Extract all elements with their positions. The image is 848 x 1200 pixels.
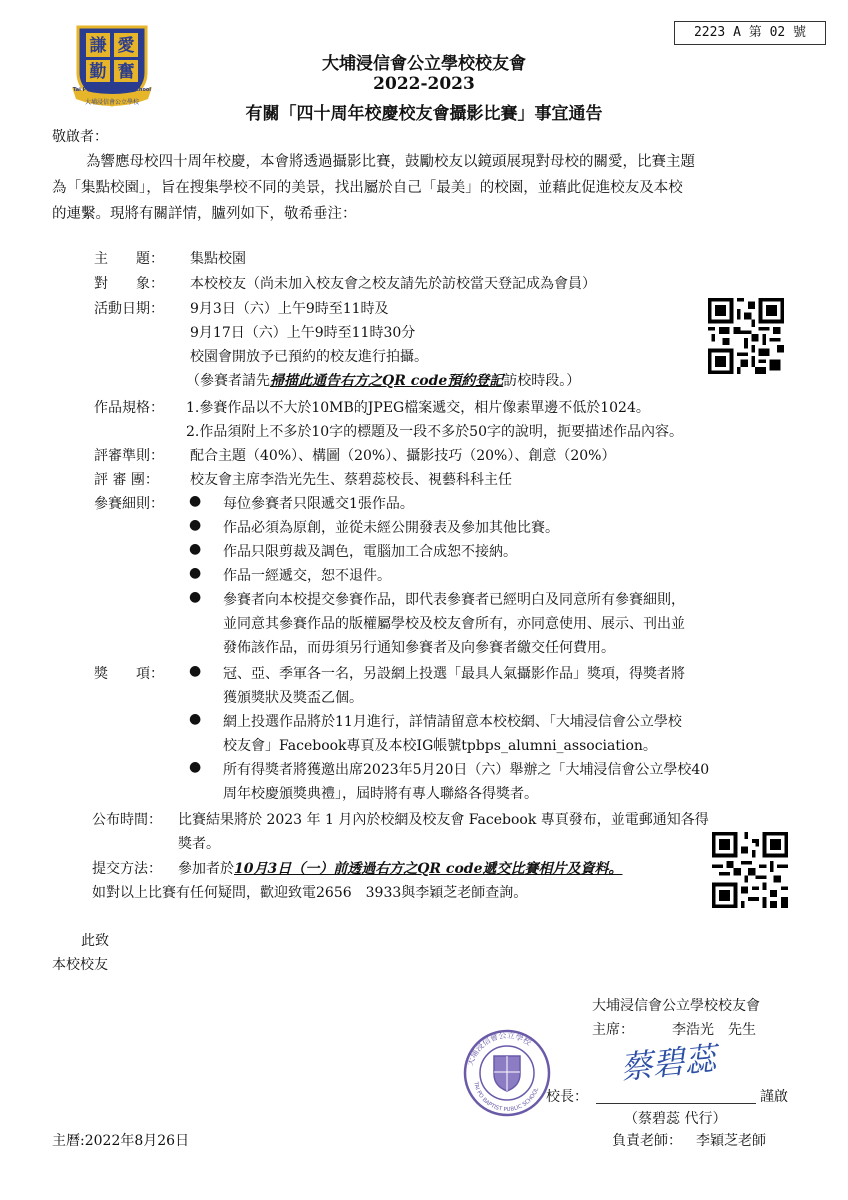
rules-label: 參賽細則： [94,496,164,512]
submit-label: 提交方法： [92,861,162,877]
target-label: 對 象： [94,276,164,292]
booking-qr-code[interactable] [708,298,784,374]
criteria-label: 評審準則： [94,448,164,464]
judges-label: 評 審 團： [94,472,159,488]
prize-1-line-2: 獲頒獎狀及獎盃乙個。 [223,690,363,706]
prize-label: 獎 項： [94,666,164,682]
booking-note-post: 訪校時段。） [503,373,581,389]
spec-line-1: 1.參賽作品以不大於10MB的JPEG檔案遞交，相片像素單邊不低於1024。 [186,400,650,416]
rule-bullet-5: ● [189,589,202,605]
principal-signature: 蔡碧蕊 [618,1039,718,1087]
prize-2-line-2: 校友會」Facebook專頁及本校IG帳號tpbps_alumni_association。 [223,738,657,754]
academic-year: 2022-2023 [373,74,475,94]
date-line-1: 9月3日（六）上午9時至11時及 [190,301,389,317]
signature-line [596,1103,756,1104]
teacher-label: 負責老師： [612,1133,682,1149]
rule-bullet-2: ● [189,517,202,533]
rule-3: 作品只限剪裁及調色，電腦加工合成恕不接納。 [223,544,517,560]
announce-label: 公布時間： [92,812,162,828]
theme-value: 集點校園 [190,251,246,267]
prize-2-line-1: 網上投選作品將於11月進行，詳情請留意本校校網、「大埔浸信會公立學校 [223,714,682,730]
reference-number: 2223 A 第 02 號 [674,21,826,45]
rule-5-line-2: 並同意其參賽作品的版權屬學校及校友會所有，亦同意使用、展示、刊出並 [223,616,685,632]
svg-text:大埔浸信會公立學校: 大埔浸信會公立學校 [84,99,140,106]
intro-line-3: 的連繫。現將有關詳情，臚列如下，敬希垂注： [52,206,357,222]
svg-text:大埔浸信會公立學校: 大埔浸信會公立學校 [465,1030,533,1068]
announce-line-2: 獎者。 [178,836,220,852]
spec-label: 作品規格： [94,400,164,416]
deputy-note: （蔡碧蕊 代行） [624,1111,727,1127]
respect-text: 謹啟 [760,1089,788,1105]
submission-qr-code[interactable] [712,832,788,908]
booking-note-emphasis: 掃描此通告右方之QR code預約登記 [270,373,504,389]
svg-text:TAI PO BAPTIST PUBLIC SCHOOL: TAI PO BAPTIST PUBLIC SCHOOL [472,1081,541,1114]
signature-org: 大埔浸信會公立學校校友會 [592,998,760,1014]
intro-line-2: 為「集點校園」，旨在搜集學校不同的美景，找出屬於自己「最美」的校園，並藉此促進校友及本校 [52,180,683,196]
rule-1: 每位參賽者只限遞交1張作品。 [223,496,414,512]
notice-title: 有關「四十周年校慶校友會攝影比賽」事宜通告 [245,104,603,124]
announce-line-1: 比賽結果將於 2023 年 1 月內於校網及校友會 Facebook 專頁發布，並電郵通知各得 [178,812,709,828]
rule-bullet-4: ● [189,565,202,581]
chair-label: 主席： [592,1022,634,1038]
dates-label: 活動日期： [94,301,164,317]
spec-line-2: 2.作品須附上不多於10字的標題及一段不多於50字的說明，扼要描述作品內容。 [186,424,683,440]
svg-text:愛: 愛 [117,36,135,56]
salutation: 敬啟者： [52,129,108,145]
organisation-title: 大埔浸信會公立學校校友會 [322,54,526,74]
theme-label: 主 題： [94,251,164,267]
rule-2: 作品必須為原創，並從未經公開發表及參加其他比賽。 [223,520,559,536]
closing-line-2: 本校校友 [52,957,108,973]
enquiry-line: 如對以上比賽有任何疑問，歡迎致電2656 3933與李穎芝老師查詢。 [92,885,528,901]
prize-bullet-2: ● [189,711,202,727]
rule-bullet-1: ● [189,493,202,509]
prize-bullet-1: ● [189,663,202,679]
svg-text:勤: 勤 [89,62,107,82]
school-stamp [462,1028,552,1118]
closing-line-1: 此致 [81,933,109,949]
submit-line [178,858,623,880]
booking-note-pre: （參賽者請先 [186,373,270,389]
rule-5-line-3: 發佈該作品，而毋須另行通知參賽者及向參賽者繳交任何費用。 [223,640,615,656]
prize-bullet-3: ● [189,759,202,775]
rule-bullet-3: ● [189,541,202,557]
rule-5-line-1: 參賽者向本校提交參賽作品，即代表參賽者已經明白及同意所有參賽細則， [223,592,685,608]
date-line-4 [186,370,580,392]
target-value: 本校校友（尚未加入校友會之校友請先於訪校當天登記成為會員） [190,276,596,292]
date-line-2: 9月17日（六）上午9時至11時30分 [190,325,416,341]
submit-emphasis: 10月3日（一）前透過右方之QR code遞交比賽相片及資料。 [234,861,623,877]
principal-label: 校長： [546,1089,588,1105]
svg-text:奮: 奮 [117,62,135,82]
rule-4: 作品一經遞交，恕不退件。 [223,568,391,584]
teacher-name: 李穎芝老師 [696,1133,766,1149]
notice-date: 主曆:2022年8月26日 [52,1133,190,1149]
submit-pre: 參加者於 [178,861,234,877]
intro-line-1: 為響應母校四十周年校慶，本會將透過攝影比賽，鼓勵校友以鏡頭展現對母校的關愛，比賽主題 [86,154,695,170]
date-line-3: 校園會開放予已預約的校友進行拍攝。 [190,349,428,365]
criteria-value: 配合主題（40%）、構圖（20%）、攝影技巧（20%）、創意（20%） [190,448,616,464]
svg-text:謙: 謙 [89,36,107,56]
prize-1-line-1: 冠、亞、季軍各一名，另設網上投選「最具人氣攝影作品」獎項，得獎者將 [223,666,685,682]
chair-name: 李浩光 先生 [672,1022,756,1038]
prize-3-line-1: 所有得獎者將獲邀出席2023年5月20日（六）舉辦之「大埔浸信會公立學校40 [223,762,710,778]
judges-value: 校友會主席李浩光先生、蔡碧蕊校長、視藝科科主任 [190,472,512,488]
prize-3-line-2: 周年校慶頒獎典禮」，屆時將有專人聯絡各得獎者。 [223,786,538,802]
svg-text:Tai Po Baptist Public School: Tai Po Baptist Public School [72,87,152,93]
